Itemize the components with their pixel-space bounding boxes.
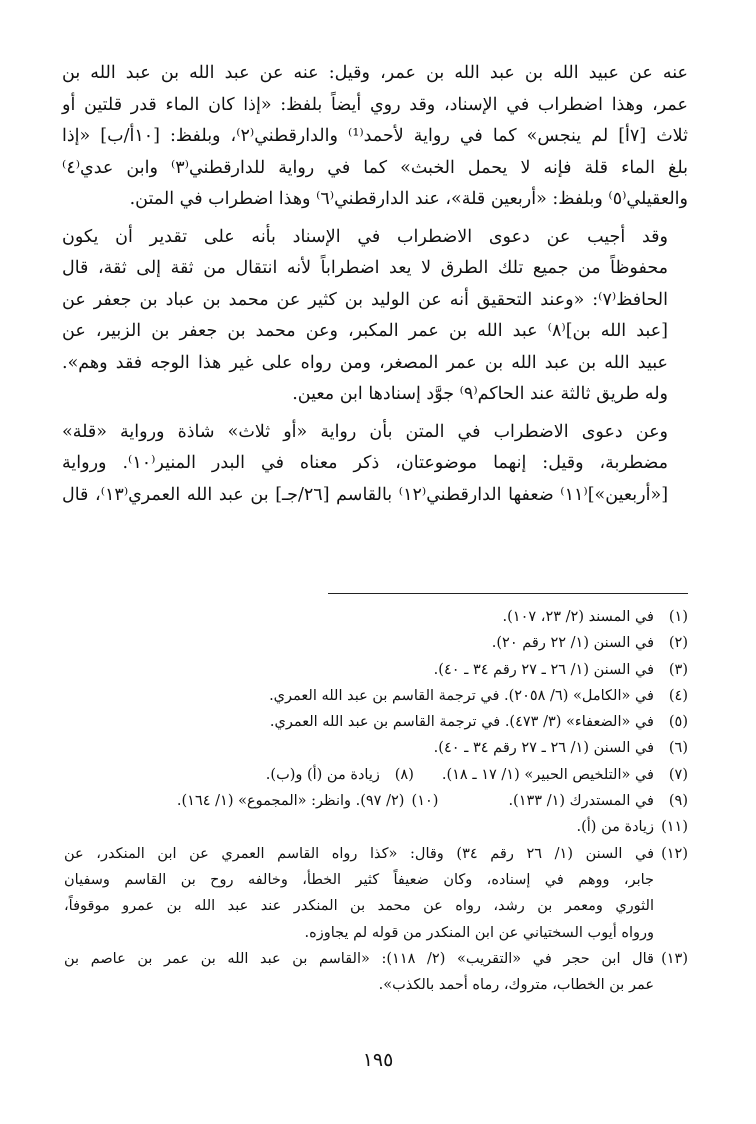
footnote-number: (١٠) (411, 793, 439, 810)
text-line: عبيد الله بن عبد الله بن عمر المصغر، ومن رواه على غير هذا الوجه فقد وهم». (62, 352, 668, 373)
text-line: الحافظ⁽٧⁾: «وعند التحقيق أنه عن الوليد بن كثير عن محمد بن عباد بن جعفر عن (62, 289, 668, 310)
footnote-line: جابر، ووهم في إسناده، وكان ضعيفاً كثير الخطأ، وخالفه روح بن القاسم وسفيان (64, 871, 654, 888)
footnote-9 (508, 788, 688, 814)
text-line: ثلاث [٧أ] لم ينجس» كما في رواية لأحمد⁽¹⁾ والدارقطني⁽٢⁾، وبلفظ: [١٠أ/ب] «إذا (62, 126, 688, 146)
footnote-text: في السنن (١/ ٢٦ ـ ٢٧ رقم ٣٤ ـ ٤٠). (433, 740, 654, 757)
footnote-number: (١٢) (661, 845, 688, 862)
footnote-text: في المستدرك (١/ ١٣٣). (508, 793, 654, 810)
text-line: بلغ الماء قلة فإنه لا يحمل الخبث» كما في رواية للدارقطني⁽٣⁾ وابن عدي⁽٤⁾ (62, 157, 688, 178)
text-line: [عبد الله بن]⁽٨⁾ عبد الله بن عمر المكبر، وعن محمد بن جعفر بن الزبير، عن (62, 321, 668, 341)
footnote-line: الثوري ومعمر بن رشد، رواه عن محمد بن المنكدر عند عبد الله بن عمرو موقوفاً، (64, 898, 654, 915)
footnote-divider (328, 593, 688, 594)
footnote-3 (64, 657, 688, 683)
footnote-8 (266, 762, 414, 788)
text-line: عنه عن عبيد الله بن عبد الله بن عمر، وقيل: عنه عن عبد الله بن عبد الله بن (62, 63, 688, 83)
footnote-number: (١٣) (661, 950, 688, 967)
footnote-5 (64, 709, 688, 735)
footnote-10 (177, 788, 439, 814)
footnotes-section (64, 604, 688, 998)
footnote-text: في «الكامل» (٦/ ٢٠٥٨). في ترجمة القاسم بن عبد الله العمري. (269, 687, 654, 704)
footnote-13 (64, 946, 688, 999)
text-line: عمر، وهذا اضطراب في الإسناد، وقد روي أيضاً بلفظ: «إذا كان الماء قدر قلتين أو (62, 94, 688, 115)
page-number: ١٩٥ (362, 1049, 394, 1071)
footnote-number: (١) (668, 609, 688, 625)
footnote-line: قال ابن حجر في «التقريب» (٢/ ١١٨): «القاسم بن عبد الله بن عمر بن عاصم بن (64, 950, 654, 967)
text-line: [«أربعين»]⁽١١⁾ ضعفها الدارقطني⁽١٢⁾ بالقاسم [٢٦/جـ] بن عبد الله العمري⁽١٣⁾، قال (62, 484, 669, 505)
footnote-line: عمر بن الخطاب، متروك، رماه أحمد بالكذب». (378, 977, 654, 994)
footnote-number: (٦) (668, 740, 688, 757)
footnote-6 (64, 735, 688, 761)
paragraph-2 (62, 222, 688, 411)
footnote-number: (١١) (661, 819, 688, 836)
paragraph-3 (62, 417, 688, 512)
paragraph-1 (62, 58, 688, 216)
footnote-number: (٥) (668, 714, 688, 731)
footnote-line: في السنن (١/ ٢٦ رقم ٣٤) وقال: «كذا رواه القاسم العمري عن ابن المنكدر، عن (64, 845, 655, 862)
text-line: والعقيلي⁽٥⁾ وبلفظ: «أربعين قلة»، عند الدارقطني⁽٦⁾ وهذا اضطراب في المتن. (129, 189, 688, 209)
footnote-row-9-10 (64, 788, 688, 814)
text-line: وعن دعوى الاضطراب في المتن بأن رواية «أو ثلاث» شاذة ورواية «قلة» (62, 421, 668, 442)
footnote-number: (٣) (668, 661, 688, 678)
text-line: وله طريق ثالثة عند الحاكم⁽٩⁾ جوَّد إسنادها ابن معين. (292, 384, 668, 404)
footnote-text (64, 946, 654, 999)
text-line: مضطربة، وقيل: إنهما موضوعتان، ذكر معناه في البدر المنير⁽١٠⁾. ورواية (62, 453, 668, 473)
footnote-text: زيادة من (أ). (576, 819, 654, 836)
footnote-12 (64, 841, 688, 946)
footnote-2 (64, 630, 688, 656)
footnote-row-7-8 (64, 762, 688, 788)
footnote-number: (٩) (668, 793, 688, 810)
text-line: محفوظاً من جميع تلك الطرق لا يعد اضطراباً لأنه انتقال من ثقة إلى ثقة، قال (62, 258, 668, 278)
footnote-text (64, 841, 654, 946)
footnote-11 (64, 814, 688, 840)
footnote-number: (٧) (668, 766, 688, 783)
main-text-body (62, 58, 688, 517)
footnote-text: في «التلخيص الحبير» (١/ ١٧ ـ ١٨). (441, 766, 654, 783)
footnote-text: (٢/ ٩٧). وانظر: «المجموع» (١/ ١٦٤). (176, 793, 405, 810)
footnote-number: (٤) (668, 687, 688, 704)
footnote-line: ورواه أيوب السختياني عن ابن المنكدر من قوله لم يجاوزه. (304, 924, 654, 941)
footnote-4 (64, 683, 688, 709)
footnote-7 (442, 762, 688, 788)
text-line: وقد أجيب عن دعوى الاضطراب في الإسناد بأنه على تقدير أن يكون (62, 226, 668, 247)
footnote-1 (64, 604, 688, 630)
footnote-number: (٨) (394, 766, 414, 783)
footnote-text: في السنن (١/ ٢٦ ـ ٢٧ رقم ٣٤ ـ ٤٠). (433, 661, 654, 678)
footnote-text: في السنن (١/ ٢٢ رقم ٢٠). (491, 635, 654, 652)
footnote-text: في المسند (٢/ ٢٣، ١٠٧). (502, 609, 654, 625)
footnote-text: زيادة من (أ) و(ب). (265, 766, 380, 783)
footnote-number: (٢) (668, 635, 688, 652)
footnote-text: في «الضعفاء» (٣/ ٤٧٣). في ترجمة القاسم بن عبد الله العمري. (269, 714, 654, 731)
